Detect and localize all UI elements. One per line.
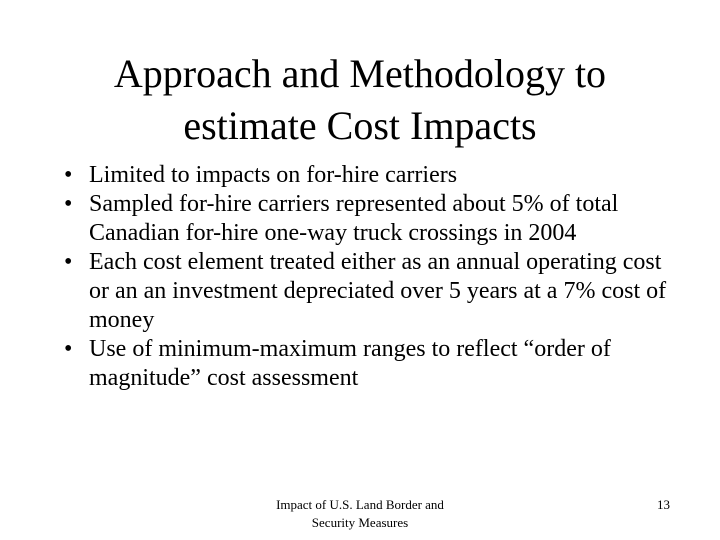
page-number: 13 [657, 497, 670, 512]
footer-line-2: Security Measures [311, 515, 409, 530]
bullet-item [64, 335, 684, 393]
slide-title-line-2: estimate Cost Impacts [183, 103, 537, 148]
bullet-icon: • [64, 249, 73, 275]
bullet-item [64, 161, 684, 190]
bullet-list [64, 161, 684, 393]
slide-title [0, 48, 720, 152]
bullet-item [64, 190, 684, 248]
bullet-text: Use of minimum-maximum ranges to reflect “order of magnitude” cost assessment [89, 336, 611, 391]
slide-footer [250, 496, 470, 532]
bullet-text: Limited to impacts on for-hire carriers [89, 162, 458, 188]
bullet-icon: • [64, 162, 73, 188]
bullet-text: Each cost element treated either as an annual operating cost or an an investment depreciated over 5 years at a 7% cost of money [89, 249, 667, 333]
slide-title-line-1: Approach and Methodology to [113, 51, 607, 96]
bullet-icon: • [64, 336, 73, 362]
bullet-icon: • [64, 191, 73, 217]
footer-line-1: Impact of U.S. Land Border and [276, 497, 444, 512]
bullet-text: Sampled for-hire carriers represented about 5% of total Canadian for-hire one-way truck crossings in 2004 [89, 191, 619, 246]
bullet-item [64, 248, 684, 335]
